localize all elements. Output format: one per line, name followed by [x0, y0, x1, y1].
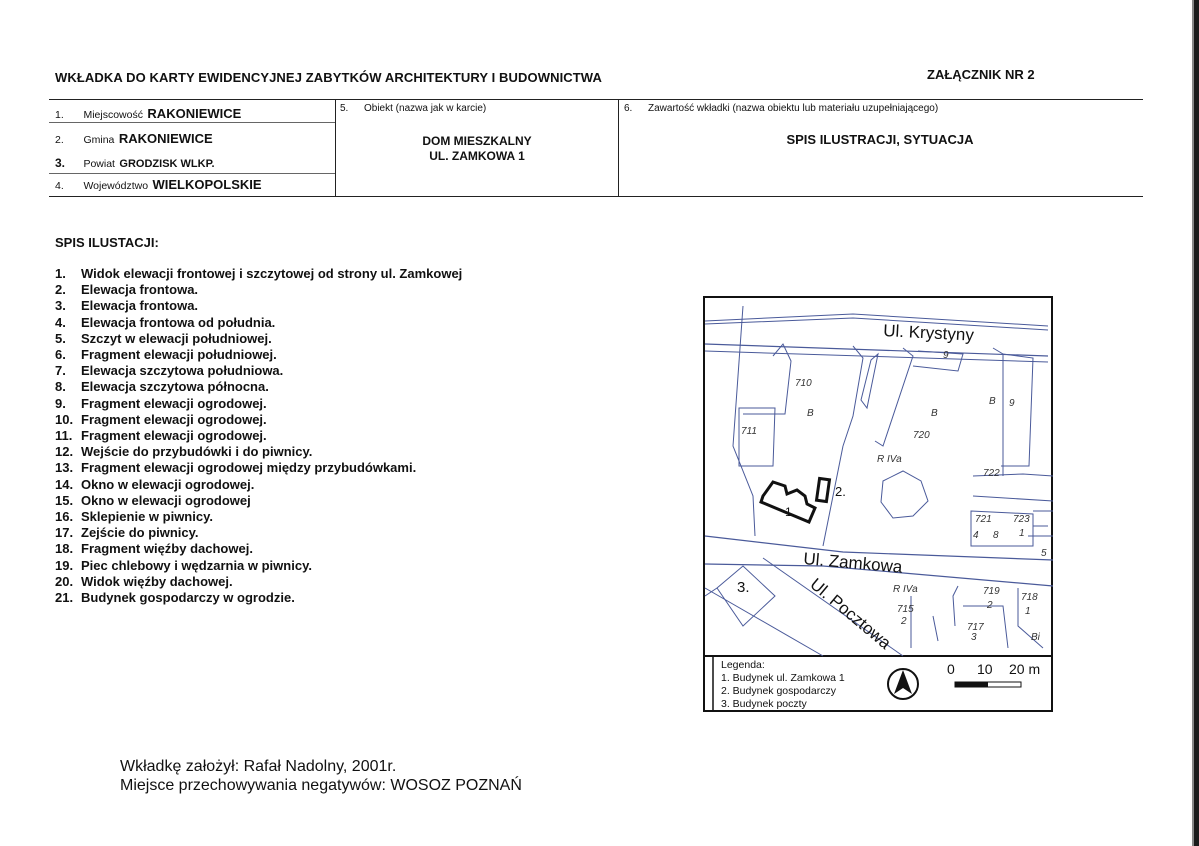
list-item — [55, 428, 462, 444]
plot-label: 711 — [741, 426, 757, 437]
street-krystyny: Ul. Krystyny — [882, 321, 975, 345]
marker-3-label: 3. — [737, 579, 750, 596]
list-item-number: 2. — [55, 282, 66, 298]
plot-label: 4 — [973, 530, 979, 541]
table-top-rule — [49, 99, 1143, 100]
plot-label: 9 — [943, 350, 949, 361]
list-item-text: Okno w elewacji ogrodowej — [81, 492, 251, 508]
parcel-lines — [705, 306, 1053, 648]
plot-label: R IVa — [893, 584, 918, 595]
list-item-number: 17. — [55, 525, 74, 541]
list-item — [55, 574, 462, 590]
street-edge — [705, 314, 1048, 330]
illustration-list — [55, 266, 462, 606]
object-name — [336, 134, 618, 164]
plot-label: 720 — [913, 430, 930, 441]
object-name-line2: UL. ZAMKOWA 1 — [429, 149, 525, 163]
list-item — [55, 509, 462, 525]
list-item — [55, 315, 462, 331]
list-item-number: 20. — [55, 573, 74, 589]
list-item-number: 11. — [55, 428, 73, 444]
list-item — [55, 477, 462, 493]
list-item — [55, 444, 462, 460]
location-row-voivodeship — [55, 176, 262, 194]
plot-label: 715 — [897, 604, 914, 615]
list-item-number: 16. — [55, 509, 74, 525]
list-item — [55, 331, 462, 347]
list-item-text: Zejście do piwnicy. — [81, 525, 199, 541]
list-item-number: 1. — [55, 266, 66, 281]
list-item-number: 4. — [55, 314, 66, 330]
list-item-number: 14. — [55, 476, 74, 492]
street-edge — [705, 588, 823, 656]
list-item-number: 10. — [55, 411, 74, 427]
list-item-number: 21. — [55, 590, 74, 606]
plot-label: 1 — [1025, 606, 1031, 617]
row-value: GRODZISK WLKP. — [119, 158, 215, 170]
list-item-number: 7. — [55, 363, 66, 379]
list-item-text: Widok elewacji frontowej i szczytowej od strony ul. Zamkowej — [81, 266, 463, 281]
plot-label: 723 — [1013, 514, 1030, 525]
list-item-number: 19. — [55, 557, 74, 573]
legend-item: 2. Budynek gospodarczy — [721, 685, 836, 697]
row-value: RAKONIEWICE — [118, 131, 213, 146]
list-item-number: 6. — [55, 347, 66, 363]
plot-label: 710 — [795, 378, 812, 389]
location-row-county — [55, 154, 215, 172]
marker-1-label: 1. — [785, 505, 796, 519]
plot-label: Bi — [1031, 632, 1040, 643]
plot-label: 9 — [1009, 398, 1015, 409]
content-number: 6. — [624, 103, 633, 114]
object-number: 5. — [340, 103, 349, 114]
list-item-text: Widok więźby dachowej. — [81, 573, 233, 589]
plot-label: 721 — [975, 514, 992, 525]
list-item-number: 15. — [55, 492, 74, 508]
street-zamkowa: Ul. Zamkowa — [802, 549, 904, 577]
list-item-number: 3. — [55, 298, 66, 314]
list-item — [55, 525, 462, 541]
plot-label: 1 — [1019, 528, 1025, 539]
list-item-text: Fragment elewacji południowej. — [81, 347, 277, 363]
list-item-text: Fragment więźby dachowej. — [81, 541, 253, 557]
content-value: SPIS ILUSTRACJI, SYTUACJA — [786, 132, 974, 147]
row-value: WIELKOPOLSKIE — [152, 177, 262, 192]
list-heading: SPIS ILUSTACJI: — [55, 235, 159, 250]
row-divider — [49, 173, 335, 174]
plot-label: 719 — [983, 586, 1000, 597]
author-line: Wkładkę założył: Rafał Nadolny, 2001r. — [120, 758, 397, 775]
list-item — [55, 460, 462, 476]
list-item-number: 12. — [55, 444, 74, 460]
list-item — [55, 379, 462, 395]
list-item-number: 5. — [55, 330, 66, 346]
list-item-number: 18. — [55, 541, 74, 557]
list-item-text: Elewacja szczytowa północna. — [81, 379, 269, 395]
building-2-outline — [817, 478, 830, 501]
list-item-text: Fragment elewacji ogrodowej. — [81, 428, 267, 444]
list-item-text: Wejście do przybudówki i do piwnicy. — [81, 444, 313, 460]
list-item-text: Sklepienie w piwnicy. — [81, 509, 213, 525]
plot-label: 717 — [967, 622, 984, 633]
plot-label: 722 — [983, 468, 1000, 479]
row-number: 4. — [55, 180, 64, 192]
plot-label: B — [807, 408, 814, 419]
plot-label: 718 — [1021, 592, 1038, 603]
row-number: 2. — [55, 134, 64, 146]
footer — [120, 757, 522, 795]
table-bottom-rule — [49, 196, 1143, 197]
list-item — [55, 282, 462, 298]
list-item-text: Fragment elewacji ogrodowej. — [81, 411, 267, 427]
scale-label: 0 — [947, 661, 955, 677]
table-divider-2 — [618, 99, 619, 197]
list-item-number: 8. — [55, 379, 66, 395]
map-legend — [721, 659, 845, 710]
list-item-text: Elewacja frontowa od południa. — [81, 314, 276, 330]
object-header — [340, 103, 486, 114]
list-item — [55, 347, 462, 363]
row-value: RAKONIEWICE — [147, 106, 242, 121]
north-arrow-icon — [888, 669, 918, 699]
list-item — [55, 412, 462, 428]
scale-label: 20 m — [1009, 661, 1041, 677]
list-item-text: Fragment elewacji ogrodowej. — [81, 395, 267, 411]
row-label: Miejscowość — [83, 109, 143, 121]
scale-bar — [947, 661, 1040, 687]
content-header — [624, 103, 938, 114]
list-item-text: Piec chlebowy i wędzarnia w piwnicy. — [81, 557, 312, 573]
list-item — [55, 396, 462, 412]
row-number: 3. — [55, 156, 66, 170]
annex-label: ZAŁĄCZNIK NR 2 — [927, 67, 1035, 82]
marker-2-label: 2. — [835, 484, 846, 499]
plot-label: 2 — [901, 616, 907, 627]
object-label: Obiekt (nazwa jak w karcie) — [364, 103, 487, 114]
plot-label: 3 — [971, 632, 977, 643]
plot-label: B — [931, 408, 938, 419]
row-label: Gmina — [83, 134, 115, 146]
list-item — [55, 493, 462, 509]
content-label: Zawartość wkładki (nazwa obiektu lub materiału uzupełniającego) — [648, 103, 939, 114]
legend-title: Legenda: — [721, 659, 765, 671]
scan-edge — [1194, 0, 1199, 846]
list-item-text: Elewacja szczytowa południowa. — [81, 363, 284, 379]
object-name-line1: DOM MIESZKALNY — [422, 134, 532, 148]
list-item-text: Szczyt w elewacji południowej. — [81, 330, 272, 346]
list-item — [55, 266, 462, 282]
plot-label: B — [989, 396, 996, 407]
list-item-number: 13. — [55, 460, 74, 476]
list-item — [55, 363, 462, 379]
list-item-text: Budynek gospodarczy w ogrodzie. — [81, 590, 295, 606]
list-item-text: Okno w elewacji ogrodowej. — [81, 476, 255, 492]
list-item — [55, 541, 462, 557]
location-row-municipality — [55, 105, 241, 123]
row-label: Powiat — [83, 158, 115, 170]
legend-item: 1. Budynek ul. Zamkowa 1 — [721, 672, 845, 684]
list-item — [55, 590, 462, 606]
site-map — [703, 296, 1057, 716]
row-label: Województwo — [83, 180, 149, 192]
list-item — [55, 298, 462, 314]
row-number: 1. — [55, 109, 64, 121]
list-item-text: Fragment elewacji ogrodowej między przybudówkami. — [81, 460, 417, 476]
list-item — [55, 558, 462, 574]
plot-label: 5 — [1041, 548, 1047, 559]
list-item-number: 9. — [55, 395, 66, 411]
storage-line: Miejsce przechowywania negatywów: WOSOZ POZNAŃ — [120, 777, 522, 794]
plot-label: R IVa — [877, 454, 902, 465]
list-item-text: Elewacja frontowa. — [81, 282, 199, 298]
street-pocztowa: Ul. Pocztowa — [806, 574, 895, 653]
location-row-commune — [55, 130, 213, 148]
plot-label: 2 — [987, 600, 993, 611]
list-item-text: Elewacja frontowa. — [81, 298, 199, 314]
scale-label: 10 — [977, 661, 993, 677]
document-title: WKŁADKA DO KARTY EWIDENCYJNEJ ZABYTKÓW ARCHITEKTURY I BUDOWNICTWA — [55, 70, 602, 85]
plot-label: 8 — [993, 530, 999, 541]
legend-item: 3. Budynek poczty — [721, 698, 807, 710]
